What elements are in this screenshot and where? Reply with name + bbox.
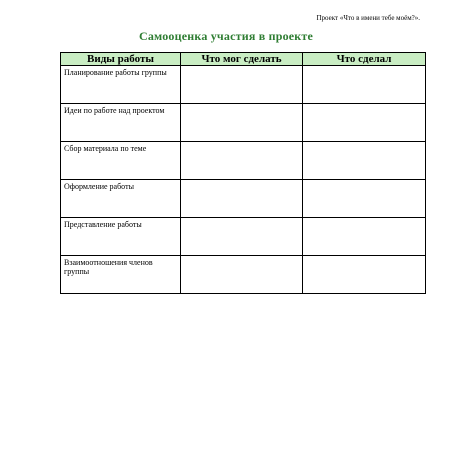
did-cell[interactable] (303, 218, 426, 256)
table-row (61, 256, 426, 294)
could-do-cell[interactable] (181, 66, 303, 104)
could-do-cell[interactable] (181, 104, 303, 142)
could-do-cell[interactable] (181, 256, 303, 294)
project-header-note: Проект «Что в имени тебе моём?». (316, 14, 420, 22)
did-cell[interactable] (303, 66, 426, 104)
table-row (61, 180, 426, 218)
activity-cell: Сбор материала по теме (61, 142, 181, 180)
activity-cell: Взаимоотношения членов группы (61, 256, 181, 294)
page-title: Самооценка участия в проекте (138, 29, 314, 43)
activity-cell: Идеи по работе над проектом (61, 104, 181, 142)
header-did: Что сделал (303, 53, 426, 66)
table-row (61, 218, 426, 256)
self-assessment-table (60, 52, 426, 294)
table-row (61, 142, 426, 180)
did-cell[interactable] (303, 142, 426, 180)
could-do-cell[interactable] (181, 180, 303, 218)
header-activity-type: Виды работы (61, 53, 181, 66)
did-cell[interactable] (303, 104, 426, 142)
header-could-do: Что мог сделать (181, 53, 303, 66)
activity-cell: Планирование работы группы (61, 66, 181, 104)
could-do-cell[interactable] (181, 218, 303, 256)
table-header-row (61, 53, 426, 66)
table-row (61, 104, 426, 142)
table-row (61, 66, 426, 104)
activity-cell: Оформление работы (61, 180, 181, 218)
did-cell[interactable] (303, 256, 426, 294)
could-do-cell[interactable] (181, 142, 303, 180)
activity-cell: Представление работы (61, 218, 181, 256)
did-cell[interactable] (303, 180, 426, 218)
